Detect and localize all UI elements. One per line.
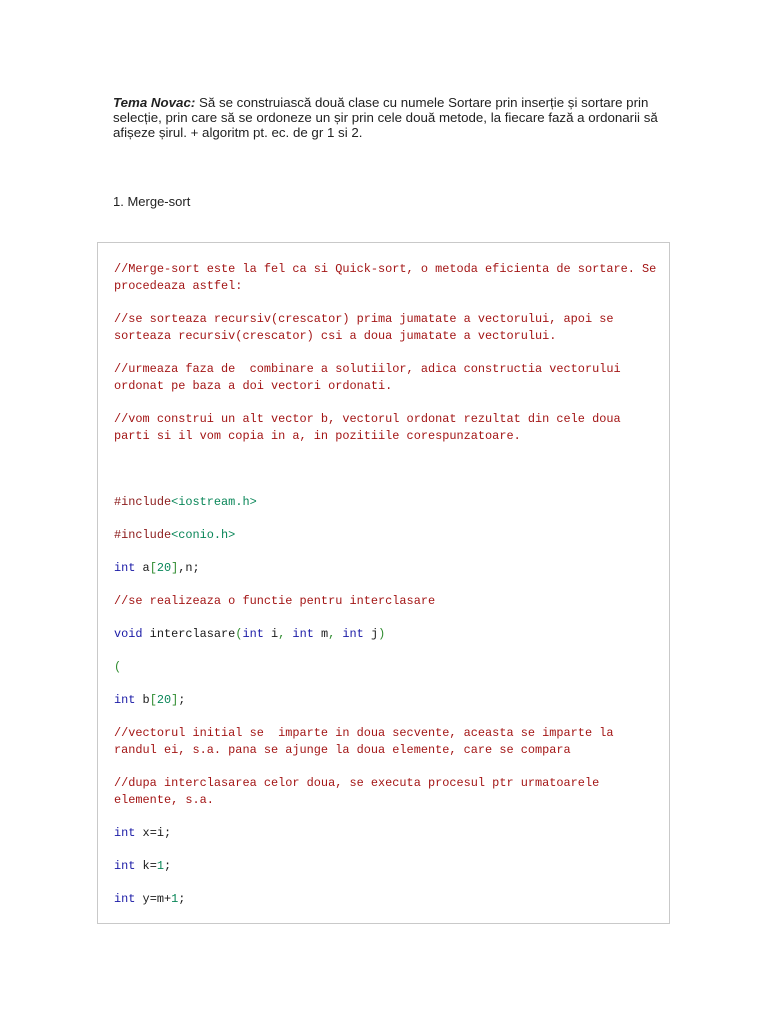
- preprocessor-directive: #include: [114, 528, 172, 542]
- code-declaration-a: [114, 560, 659, 577]
- code-comment: //Merge-sort este la fel ca si Quick-sort, o metoda eficienta de sortare. Se procedeaza astfel:: [114, 262, 664, 293]
- intro-text: Să se construiască două clase cu numele Sortare prin inserție și sortare prin selecție, prin care să se ordoneze un șir prin cele două metode, la fiecare fază a ordonarii să afișeze șirul. + algoritm pt. ec. de gr 1 si 2.: [113, 95, 658, 140]
- keyword: int: [335, 627, 364, 641]
- code-comment: //se sorteaza recursiv(crescator) prima jumatate a vectorului, apoi se sorteaza recursiv(crescator) csi a doua jumatate a vectorului.: [114, 312, 621, 343]
- semicolon: ;: [163, 859, 172, 873]
- keyword: int: [114, 859, 136, 873]
- number-literal: 1: [156, 859, 164, 873]
- intro-label: Tema Novac:: [113, 95, 196, 110]
- bracket: ]: [171, 693, 179, 707]
- header-name: <conio.h>: [171, 528, 236, 542]
- code-comment: //se realizeaza o functie pentru interclasare: [114, 594, 436, 608]
- keyword: int: [114, 561, 136, 575]
- parameter: i: [263, 627, 279, 641]
- code-declaration-x: [114, 825, 659, 842]
- statement: k=: [135, 859, 157, 873]
- code-include-iostream: [114, 494, 659, 511]
- keyword: int: [114, 826, 136, 840]
- bracket: [: [149, 693, 157, 707]
- code-comment: //vectorul initial se imparte in doua secvente, aceasta se imparte la randul ei, s.a. pana se ajunge la doua elemente, care se compara: [114, 726, 621, 757]
- keyword: int: [242, 627, 264, 641]
- code-comment: //dupa interclasarea celor doua, se executa procesul ptr urmatoarele elemente, s.a.: [114, 776, 607, 807]
- semicolon: ;: [178, 693, 186, 707]
- bracket: [: [149, 561, 157, 575]
- code-declaration-k: [114, 858, 659, 875]
- parameter: m: [313, 627, 329, 641]
- keyword: int: [114, 892, 136, 906]
- keyword: int: [114, 693, 136, 707]
- bracket: ]: [171, 561, 179, 575]
- function-name: interclasare: [142, 627, 236, 641]
- keyword: void: [114, 627, 143, 641]
- statement: x=i;: [135, 826, 172, 840]
- header-name: <iostream.h>: [171, 495, 257, 509]
- intro-paragraph: [113, 95, 673, 140]
- preprocessor-directive: #include: [114, 495, 172, 509]
- code-function-signature: [114, 626, 659, 643]
- code-include-conio: [114, 527, 659, 544]
- identifier: a: [135, 561, 150, 575]
- identifier: b: [135, 693, 150, 707]
- code-comment: //urmeaza faza de combinare a solutiilor, adica constructia vectorului ordonat pe baza a doi vectori ordonati.: [114, 362, 628, 393]
- code-declaration-b: [114, 692, 659, 709]
- number-literal: 20: [156, 561, 172, 575]
- number-literal: 20: [156, 693, 172, 707]
- statement: y=m+: [135, 892, 172, 906]
- section-title: 1. Merge-sort: [113, 194, 191, 209]
- code-block: [97, 242, 670, 924]
- number-literal: 1: [171, 892, 179, 906]
- paren: ): [378, 627, 386, 641]
- parameter: j: [363, 627, 379, 641]
- comma: ,: [278, 627, 286, 641]
- paren: (: [235, 627, 243, 641]
- semicolon: ;: [178, 892, 186, 906]
- keyword: int: [285, 627, 314, 641]
- identifier: ,n;: [178, 561, 200, 575]
- comma: ,: [328, 627, 336, 641]
- code-comment: //vom construi un alt vector b, vectorul ordonat rezultat din cele doua parti si il vom copia in a, in pozitiile corespunzatoare.: [114, 412, 628, 443]
- code-declaration-y: [114, 891, 659, 908]
- code-open-brace: (: [114, 660, 122, 674]
